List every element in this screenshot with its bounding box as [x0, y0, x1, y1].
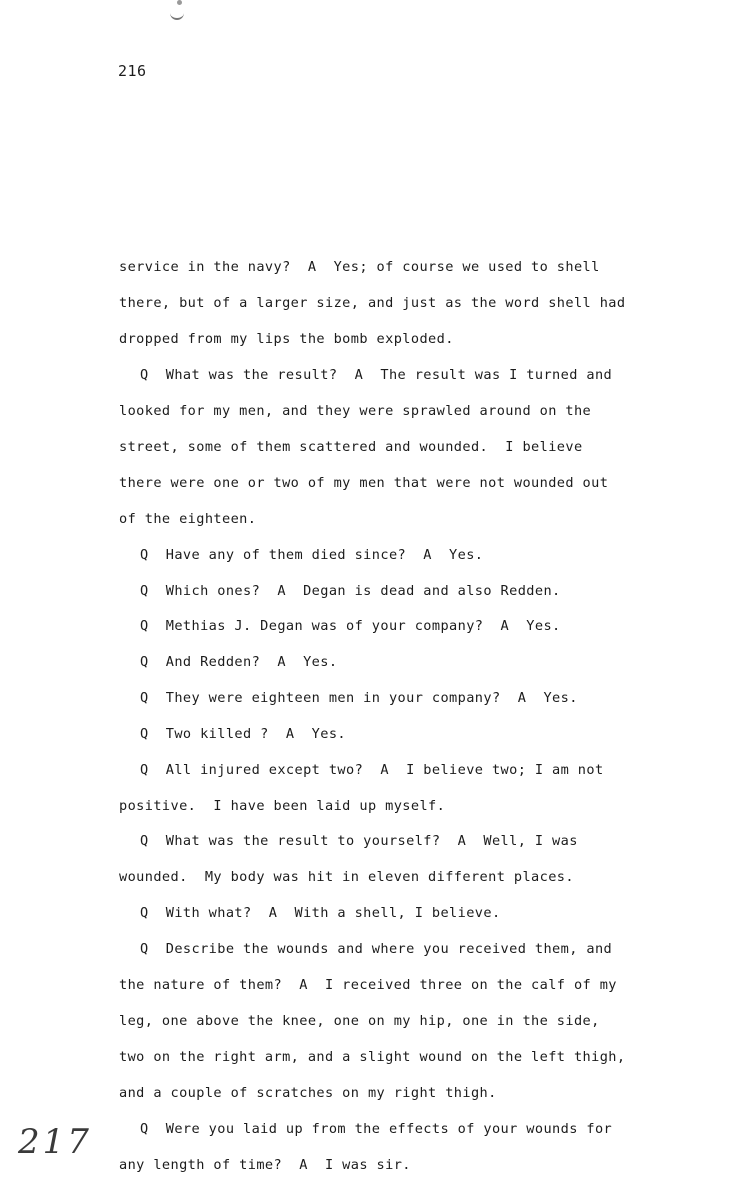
text-line: Q Which ones? A Degan is dead and also Redden. — [140, 583, 561, 599]
text-line: and a couple of scratches on my right thigh. — [119, 1085, 497, 1101]
text-line: Q What was the result to yourself? A Well, I was — [140, 833, 578, 849]
text-line: service in the navy? A Yes; of course we used to shell — [119, 259, 600, 275]
text-line: Q What was the result? A The result was I turned and — [140, 367, 613, 383]
text-line: Q They were eighteen men in your company? A Yes. — [140, 690, 578, 706]
text-line: of the eighteen. — [119, 511, 257, 527]
text-line: Q With what? A With a shell, I believe. — [140, 905, 501, 921]
text-line: any length of time? A I was sir. — [119, 1157, 411, 1173]
handwritten-page-note: 217 — [18, 1122, 92, 1162]
text-line: Q All injured except two? A I believe two; I am not — [140, 762, 604, 778]
ink-dot — [177, 0, 182, 5]
text-line: Q And Redden? A Yes. — [140, 654, 338, 670]
text-line: street, some of them scattered and wounded. I believe — [119, 439, 583, 455]
text-line: Q Have any of them died since? A Yes. — [140, 547, 484, 563]
text-line: the nature of them? A I received three on the calf of my — [119, 977, 617, 993]
page-number: 216 — [118, 62, 147, 80]
text-line: Q Describe the wounds and where you received them, and — [140, 941, 613, 957]
text-line: there, but of a larger size, and just as the word shell had — [119, 295, 626, 311]
text-line: dropped from my lips the bomb exploded. — [119, 331, 454, 347]
text-line: Q Were you laid up from the effects of your wounds for — [140, 1121, 613, 1137]
text-line: wounded. My body was hit in eleven different places. — [119, 869, 574, 885]
text-line: Q Methias J. Degan was of your company? A Yes. — [140, 618, 561, 634]
text-line: leg, one above the knee, one on my hip, one in the side, — [119, 1013, 600, 1029]
ink-smudge — [170, 8, 184, 20]
text-line: there were one or two of my men that were not wounded out — [119, 475, 609, 491]
text-line: looked for my men, and they were sprawled around on the — [119, 403, 592, 419]
text-line: two on the right arm, and a slight wound on the left thigh, — [119, 1049, 626, 1065]
text-line: positive. I have been laid up myself. — [119, 798, 446, 814]
text-line: Q Two killed ? A Yes. — [140, 726, 347, 742]
